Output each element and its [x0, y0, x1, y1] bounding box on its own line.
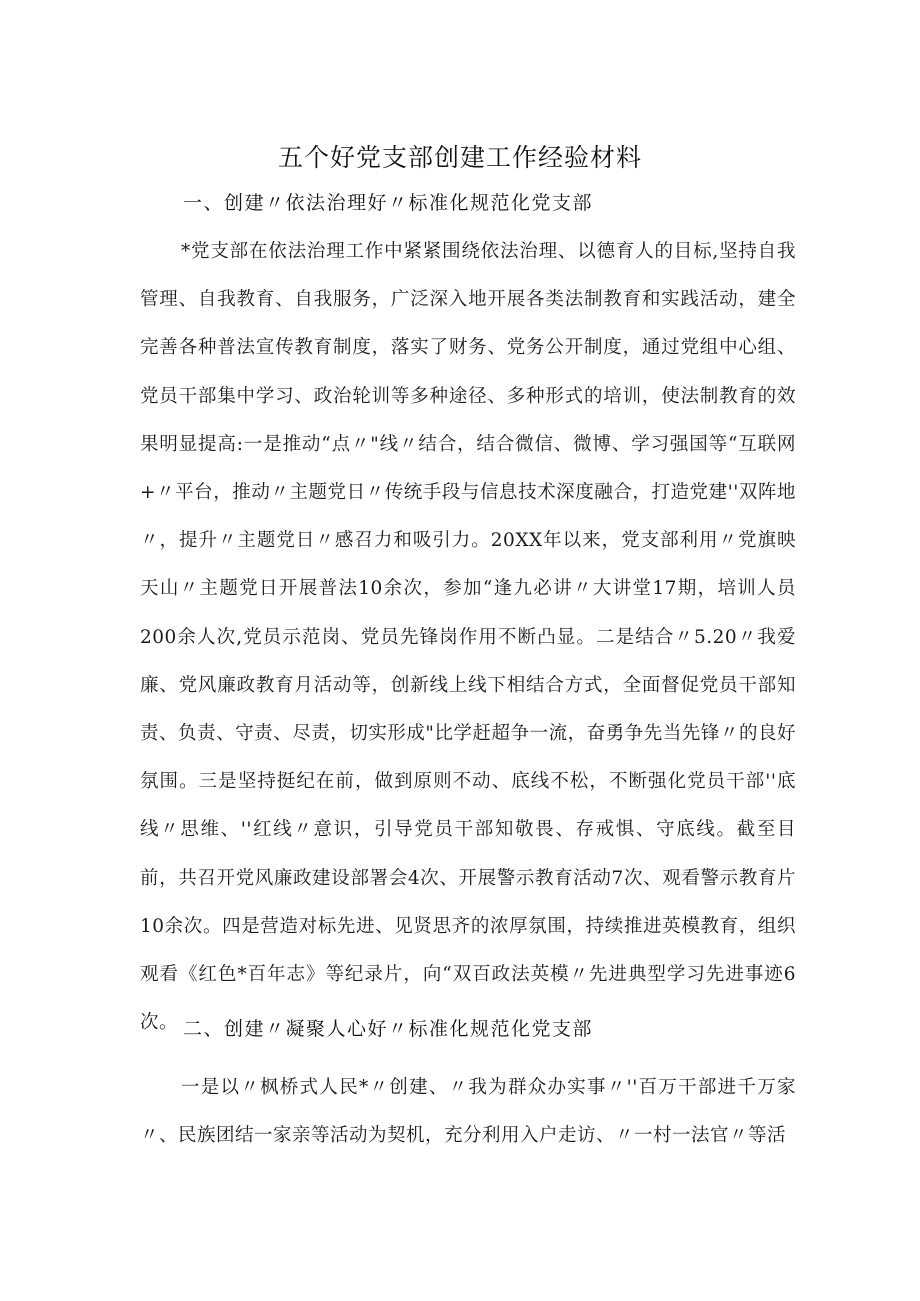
section-1-heading: 一、创建〃依法治理好〃标准化规范化党支部	[183, 192, 594, 214]
section-2-paragraph: 一是以〃枫桥式人民*〃创建、〃我为群众办实事〃''百万干部进千万家〃、民族团结一家亲等活动为契机，充分利用入户走访、〃一村一法官〃等活	[140, 1077, 796, 1147]
document-title: 五个好党支部创建工作经验材料	[277, 143, 642, 172]
section-1-paragraph: *党支部在依法治理工作中紧紧围绕依法治理、以德育人的目标,坚持自我管理、自我教育、自我服务，广泛深入地开展各类法制教育和实践活动，建全完善各种普法宣传教育制度，落实了财务、党务公开制度，通过党组中心组、党员干部集中学习、政治轮训等多种途径、多种形式的培训，使法制教育的效果明显提高:一是推动“点〃"线〃结合，结合微信、微博、学习强国等“互联网+〃平台，推动〃主题党日〃传统手段与信息技术深度融合，打造党建''双阵地〃，提升〃主题党日〃感召力和吸引力。20XX年以来，党支部利用〃党旗映天山〃主题党日开展普法10余次，参加“逢九必讲〃大讲堂17期，培训人员200余人次,党员示范岗、党员先锋岗作用不断凸显。二是结合〃5.20〃我爱廉、党风廉政教育月活动等，创新线上线下相结合方式，全面督促党员干部知责、负责、守责、尽责，切实形成"比学赶超争一流，奋勇争先当先锋〃的良好氛围。三是坚持挺纪在前，做到原则不动、底线不松，不断强化党员干部''底线〃思维、''红线〃意识，引导党员干部知敬畏、存戒惧、守底线。截至目前，共召开党风廉政建设部署会4次、开展警示教育活动7次、观看警示教育片10余次。四是营造对标先进、见贤思齐的浓厚氛围，持续推进英模教育，组织观看《红色*百年志》等纪录片，向“双百政法英模〃先进典型学习先进事迹6次。	[140, 241, 796, 1034]
section-2-heading: 二、创建〃凝聚人心好〃标准化规范化党支部	[183, 1018, 594, 1040]
